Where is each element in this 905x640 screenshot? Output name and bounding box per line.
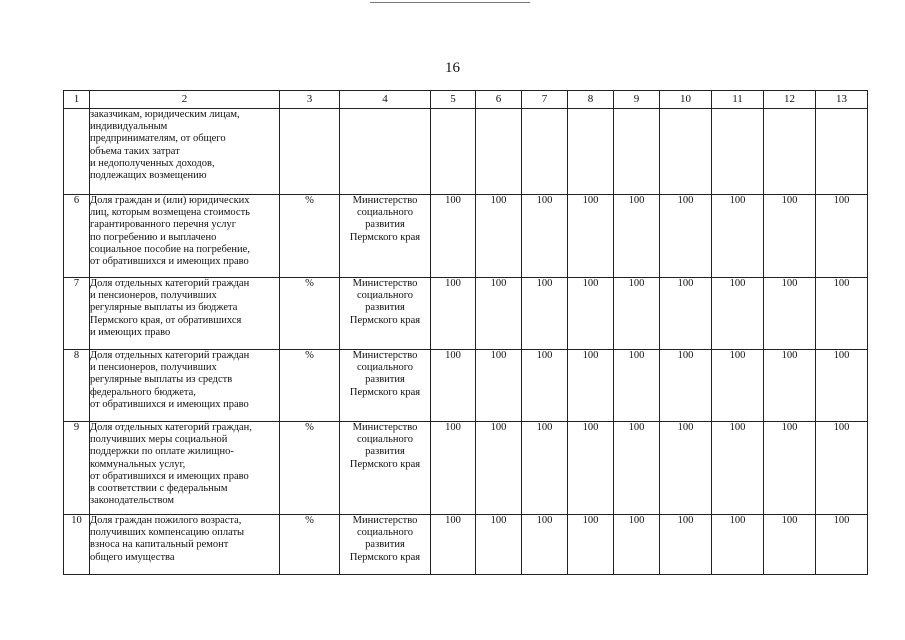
- department-line: Пермского края: [349, 386, 421, 398]
- top-rule: [370, 2, 530, 3]
- value-cell: 100: [764, 422, 816, 515]
- text-line: социальное пособие на погребение,: [90, 243, 250, 255]
- value-cell: [522, 109, 568, 195]
- department-line: Министерство: [352, 278, 418, 289]
- value-cell: [431, 109, 476, 195]
- value-cell: 100: [522, 278, 568, 350]
- value-cell: 100: [431, 422, 476, 515]
- col-header: 12: [764, 91, 816, 109]
- value-cell: 100: [614, 278, 660, 350]
- value-cell: 100: [764, 515, 816, 575]
- value-cell: 100: [614, 195, 660, 278]
- value-cell: 100: [660, 515, 712, 575]
- value-cell: 100: [522, 350, 568, 422]
- value-cell: 100: [476, 515, 522, 575]
- text-line: коммунальных услуг,: [90, 458, 186, 470]
- text-line: от обратившихся и имеющих право: [90, 256, 249, 268]
- value-cell: 100: [568, 195, 614, 278]
- text-line: предпринимателям, от общего: [90, 133, 226, 145]
- value-cell: 100: [660, 422, 712, 515]
- department-cell: [340, 109, 431, 195]
- col-header: 9: [614, 91, 660, 109]
- value-cell: 100: [568, 278, 614, 350]
- text-line: законодательством: [90, 495, 175, 507]
- continuation-row: [64, 109, 868, 195]
- department-line: развития: [365, 446, 405, 458]
- indicator-name-cell: [90, 109, 280, 195]
- value-cell: 100: [816, 278, 868, 350]
- value-cell: [660, 109, 712, 195]
- value-cell: [476, 109, 522, 195]
- department-line: Пермского края: [349, 458, 421, 470]
- department-line: развития: [365, 302, 405, 314]
- table-row: [64, 422, 868, 515]
- department-line: социального: [356, 527, 414, 539]
- indicator-name-cell: [90, 278, 280, 350]
- text-line: и имеющих право: [90, 326, 171, 338]
- value-cell: 100: [712, 515, 764, 575]
- text-line: заказчикам, юридическим лицам,: [90, 109, 240, 120]
- department-line: Министерство: [352, 422, 418, 433]
- value-cell: 100: [614, 515, 660, 575]
- value-cell: 100: [764, 278, 816, 350]
- text-line: и недополученных доходов,: [90, 157, 215, 169]
- department-line: Министерство: [352, 195, 418, 206]
- col-header: 6: [476, 91, 522, 109]
- department-line: социального: [356, 362, 414, 374]
- value-cell: 100: [476, 195, 522, 278]
- department-line: развития: [365, 539, 405, 551]
- department-line: развития: [365, 219, 405, 231]
- text-line: федерального бюджета,: [90, 386, 196, 398]
- value-cell: 100: [816, 515, 868, 575]
- value-cell: 100: [614, 422, 660, 515]
- department-line: социального: [356, 207, 414, 219]
- text-line: от обратившихся и имеющих право: [90, 398, 249, 410]
- table-row: [64, 278, 868, 350]
- value-cell: [764, 109, 816, 195]
- value-cell: 100: [712, 350, 764, 422]
- indicator-name-cell: [90, 195, 280, 278]
- value-cell: 100: [764, 350, 816, 422]
- value-cell: 100: [816, 350, 868, 422]
- row-number-cell: 9: [64, 422, 90, 515]
- text-line: и пенсионеров, получивших: [90, 290, 217, 302]
- department-line: Министерство: [352, 350, 418, 361]
- department-line: развития: [365, 374, 405, 386]
- row-number-cell: 8: [64, 350, 90, 422]
- value-cell: 100: [431, 515, 476, 575]
- text-line: индивидуальным: [90, 121, 168, 133]
- value-cell: 100: [431, 350, 476, 422]
- col-header: 8: [568, 91, 614, 109]
- text-line: и пенсионеров, получивших: [90, 362, 217, 374]
- value-cell: 100: [476, 350, 522, 422]
- unit-cell: %: [280, 422, 340, 515]
- text-line: регулярные выплаты из средств: [90, 374, 233, 386]
- indicator-name-cell: [90, 422, 280, 515]
- text-line: Доля отдельных категорий граждан: [90, 278, 250, 289]
- value-cell: 100: [476, 422, 522, 515]
- value-cell: 100: [568, 515, 614, 575]
- value-cell: [712, 109, 764, 195]
- text-line: Доля отдельных категорий граждан,: [90, 422, 252, 433]
- row-number-cell: 7: [64, 278, 90, 350]
- text-line: Доля граждан и (или) юридических: [90, 195, 250, 206]
- department-cell: [340, 278, 431, 350]
- col-header: 5: [431, 91, 476, 109]
- unit-cell: %: [280, 515, 340, 575]
- indicator-name-cell: [90, 350, 280, 422]
- department-line: Пермского края: [349, 314, 421, 326]
- indicators-table: [63, 90, 868, 575]
- value-cell: 100: [660, 350, 712, 422]
- text-line: гарантированного перечня услуг: [90, 219, 237, 231]
- value-cell: 100: [568, 350, 614, 422]
- department-line: Пермского края: [349, 231, 421, 243]
- col-header: 13: [816, 91, 868, 109]
- indicator-name-cell: [90, 515, 280, 575]
- text-line: по погребению и выплачено: [90, 231, 217, 243]
- text-line: общего имущества: [90, 551, 175, 563]
- value-cell: 100: [431, 278, 476, 350]
- text-line: регулярные выплаты из бюджета: [90, 302, 238, 314]
- row-number-cell: 6: [64, 195, 90, 278]
- text-line: получивших меры социальной: [90, 434, 228, 446]
- value-cell: [816, 109, 868, 195]
- col-header: 1: [64, 91, 90, 109]
- department-line: Министерство: [352, 515, 418, 526]
- table-row: [64, 195, 868, 278]
- row-number-cell: [64, 109, 90, 195]
- value-cell: 100: [476, 278, 522, 350]
- column-number-row: [64, 91, 868, 109]
- value-cell: [614, 109, 660, 195]
- value-cell: 100: [712, 195, 764, 278]
- text-line: в соответствии с федеральным: [90, 483, 228, 495]
- text-line: подлежащих возмещению: [90, 170, 207, 182]
- unit-cell: %: [280, 278, 340, 350]
- text-line: поддержки по оплате жилищно-: [90, 446, 234, 458]
- department-line: Пермского края: [349, 551, 421, 563]
- text-line: взноса на капитальный ремонт: [90, 539, 229, 551]
- text-line: Пермского края, от обратившихся: [90, 314, 242, 326]
- unit-cell: [280, 109, 340, 195]
- value-cell: 100: [660, 278, 712, 350]
- value-cell: 100: [660, 195, 712, 278]
- unit-cell: %: [280, 195, 340, 278]
- text-line: Доля граждан пожилого возраста,: [90, 515, 242, 526]
- value-cell: 100: [816, 422, 868, 515]
- col-header: 4: [340, 91, 431, 109]
- col-header: 11: [712, 91, 764, 109]
- value-cell: 100: [522, 422, 568, 515]
- value-cell: 100: [568, 422, 614, 515]
- department-line: социального: [356, 434, 414, 446]
- page-number: 16: [445, 60, 460, 76]
- col-header: 10: [660, 91, 712, 109]
- text-line: лиц, которым возмещена стоимость: [90, 207, 250, 219]
- value-cell: 100: [431, 195, 476, 278]
- department-cell: [340, 422, 431, 515]
- col-header: 7: [522, 91, 568, 109]
- text-line: объема таких затрат: [90, 145, 180, 157]
- value-cell: 100: [614, 350, 660, 422]
- department-cell: [340, 350, 431, 422]
- text-line: от обратившихся и имеющих право: [90, 470, 249, 482]
- department-cell: [340, 515, 431, 575]
- text-line: получивших компенсацию оплаты: [90, 527, 245, 539]
- unit-cell: %: [280, 350, 340, 422]
- value-cell: 100: [712, 278, 764, 350]
- value-cell: 100: [712, 422, 764, 515]
- col-header: 3: [280, 91, 340, 109]
- department-cell: [340, 195, 431, 278]
- table-row: [64, 515, 868, 575]
- value-cell: 100: [764, 195, 816, 278]
- value-cell: 100: [522, 515, 568, 575]
- value-cell: [568, 109, 614, 195]
- text-line: Доля отдельных категорий граждан: [90, 350, 250, 361]
- department-line: социального: [356, 290, 414, 302]
- table-row: [64, 350, 868, 422]
- col-header: 2: [90, 91, 280, 109]
- value-cell: 100: [522, 195, 568, 278]
- row-number-cell: 10: [64, 515, 90, 575]
- value-cell: 100: [816, 195, 868, 278]
